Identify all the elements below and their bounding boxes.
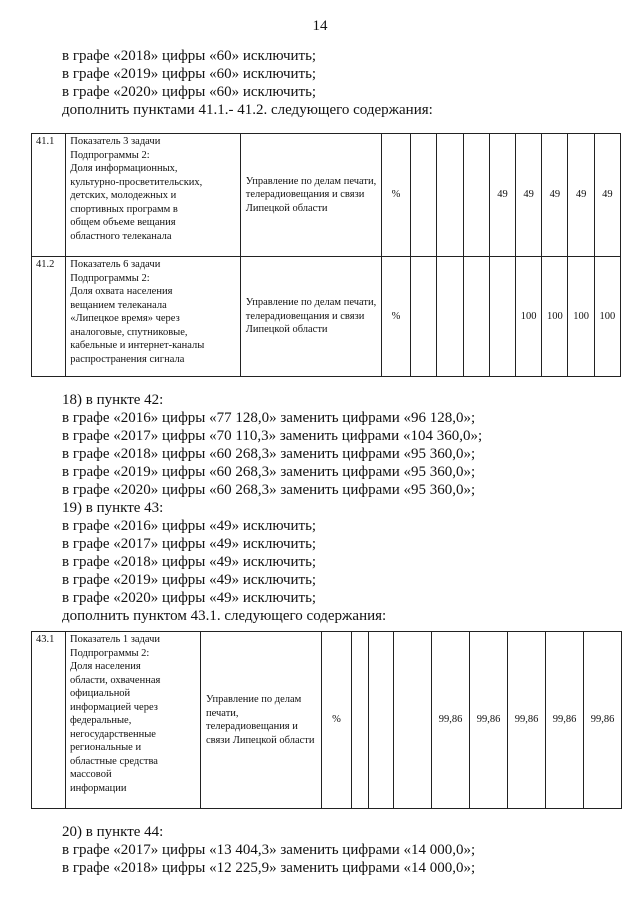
text-line: в графе «2018» цифры «60 268,3» заменить цифрами «95 360,0»; <box>62 446 476 462</box>
value-cell: 49 <box>542 134 568 257</box>
unit-cell: % <box>381 134 410 257</box>
table-row <box>32 257 621 377</box>
indicator-line: вещанием телеканала <box>70 299 167 311</box>
value-cell: 49 <box>489 134 515 257</box>
value-cell <box>411 257 437 377</box>
value-cell <box>394 632 432 809</box>
text-line: 19) в пункте 43: <box>62 500 164 516</box>
indicator-line: областного телеканала <box>70 230 172 242</box>
indicator-line: Доля информационных, <box>70 163 178 174</box>
value-cell <box>489 257 515 377</box>
indicator-cell <box>66 257 240 377</box>
page-number: 14 <box>312 18 328 34</box>
indicator-line: массовой <box>70 769 112 780</box>
row-number: 41.1 <box>32 134 66 257</box>
text-line: в графе «2020» цифры «49» исключить; <box>62 590 317 606</box>
text-line: в графе «2017» цифры «13 404,3» заменить цифрами «14 000,0»; <box>62 842 476 858</box>
text-line: 20) в пункте 44: <box>62 824 164 840</box>
text-line: в графе «2018» цифры «12 225,9» заменить цифрами «14 000,0»; <box>62 860 476 876</box>
value-cell: 100 <box>516 257 542 377</box>
indicator-line: Показатель 1 задачи <box>70 634 161 645</box>
indicator-line: Показатель 3 задачи <box>70 136 161 147</box>
value-cell: 100 <box>568 257 594 377</box>
indicator-line: негосударственные <box>70 728 156 740</box>
value-cell <box>411 134 437 257</box>
indicator-line: области, охваченная <box>70 674 161 686</box>
indicator-line: спортивных программ в <box>70 203 178 215</box>
table-row <box>32 134 621 257</box>
indicator-line: «Липецкое время» через <box>70 313 180 324</box>
row-number: 43.1 <box>32 632 66 809</box>
value-cell <box>463 134 489 257</box>
value-cell <box>352 632 369 809</box>
value-cell: 49 <box>594 134 620 257</box>
value-cell: 99,86 <box>432 632 470 809</box>
row-number: 41.2 <box>32 257 66 377</box>
value-cell: 100 <box>542 257 568 377</box>
department-cell: Управление по делам печати, телерадиовещания и связи Липецкой области <box>240 257 381 377</box>
text-line: дополнить пунктом 43.1. следующего содержания: <box>62 608 387 624</box>
text-line: 18) в пункте 42: <box>62 392 164 408</box>
value-cell: 99,86 <box>546 632 584 809</box>
value-cell: 49 <box>516 134 542 257</box>
indicator-line: информации <box>70 782 127 794</box>
indicator-line: официальной <box>70 688 131 699</box>
indicator-line: аналоговые, спутниковые, <box>70 326 188 338</box>
unit-cell: % <box>381 257 410 377</box>
text-line: в графе «2017» цифры «49» исключить; <box>62 536 317 552</box>
value-cell: 99,86 <box>470 632 508 809</box>
value-cell: 49 <box>568 134 594 257</box>
value-cell: 99,86 <box>508 632 546 809</box>
value-cell: 99,86 <box>584 632 622 809</box>
value-cell <box>369 632 394 809</box>
text-line: в графе «2017» цифры «70 110,3» заменить цифрами «104 360,0»; <box>62 428 483 444</box>
indicator-cell <box>66 134 240 257</box>
indicator-line: информацией через <box>70 701 158 713</box>
indicator-table-1 <box>31 133 621 377</box>
text-line: в графе «2020» цифры «60» исключить; <box>62 84 317 100</box>
indicator-line: Показатель 6 задачи <box>70 259 161 270</box>
indicator-line: Подпрограммы 2: <box>70 272 150 284</box>
value-cell: 100 <box>594 257 620 377</box>
indicator-line: детских, молодежных и <box>70 190 177 201</box>
indicator-line: Доля охвата населения <box>70 286 173 297</box>
indicator-line: федеральные, <box>70 715 132 726</box>
text-line: в графе «2020» цифры «60 268,3» заменить цифрами «95 360,0»; <box>62 482 476 498</box>
text-line: в графе «2016» цифры «77 128,0» заменить цифрами «96 128,0»; <box>62 410 476 426</box>
text-line: в графе «2019» цифры «49» исключить; <box>62 572 317 588</box>
text-line: в графе «2018» цифры «60» исключить; <box>62 48 317 64</box>
indicator-line: Доля населения <box>70 661 141 672</box>
indicator-line: общем объеме вещания <box>70 217 176 228</box>
value-cell <box>463 257 489 377</box>
indicator-line: региональные и <box>70 742 142 753</box>
table-row <box>32 632 622 809</box>
department-cell: Управление по делам печати, телерадиовещания и связи Липецкой области <box>201 632 322 809</box>
unit-cell: % <box>322 632 352 809</box>
indicator-table-2 <box>31 631 622 809</box>
indicator-line: Подпрограммы 2: <box>70 149 150 161</box>
indicator-line: культурно-просветительских, <box>70 176 203 188</box>
department-cell: Управление по делам печати, телерадиовещания и связи Липецкой области <box>240 134 381 257</box>
indicator-cell <box>66 632 201 809</box>
indicator-line: Подпрограммы 2: <box>70 647 150 659</box>
text-line: в графе «2019» цифры «60» исключить; <box>62 66 317 82</box>
text-line: в графе «2018» цифры «49» исключить; <box>62 554 317 570</box>
text-line: в графе «2016» цифры «49» исключить; <box>62 518 317 534</box>
text-line: в графе «2019» цифры «60 268,3» заменить цифрами «95 360,0»; <box>62 464 476 480</box>
indicator-line: областные средства <box>70 755 158 767</box>
text-line: дополнить пунктами 41.1.- 41.2. следующего содержания: <box>62 102 433 118</box>
value-cell <box>437 257 463 377</box>
indicator-line: кабельные и интернет-каналы <box>70 340 205 351</box>
value-cell <box>437 134 463 257</box>
indicator-line: распространения сигнала <box>70 353 185 365</box>
